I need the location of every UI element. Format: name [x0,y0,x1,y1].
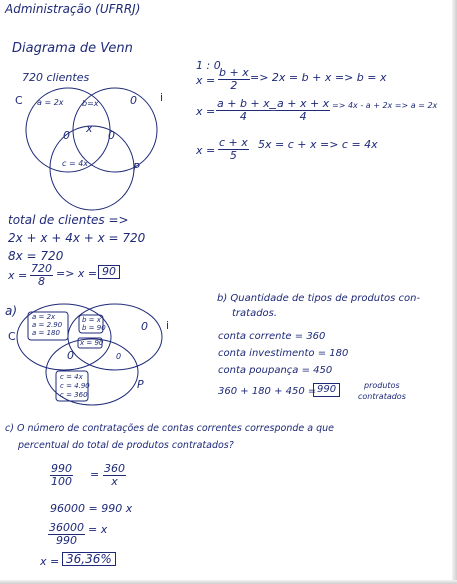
page-edge-right [452,0,457,584]
venn1-region-center: x [86,122,93,135]
venn2-center: x = 90 [80,339,104,347]
eq4-den: 5 [229,149,237,162]
venn2-p-line-1: c = 4x [60,373,83,381]
venn2-c-line-1: a = 2x [32,313,56,321]
venn1-label-p: P [133,161,140,174]
venn-clients-label: 720 clientes [22,71,90,84]
venn1-region-p: c = 4x [62,159,89,168]
eq2-num: b + x [219,66,249,79]
eq2-post: => 2x = b + x => b = x [250,71,387,84]
part-a-label: a) [5,304,18,318]
eq2-fraction [218,67,250,92]
part-c-answer-box: 36,36% [62,552,116,566]
venn2-region-i: 0 [141,320,148,333]
part-b-post-2: contratados [358,392,406,401]
total-fraction [30,263,53,288]
part-c-f3-post: = x [88,523,108,536]
part-b-line-4: conta investimento = 180 [218,348,349,359]
venn2-region-ip: 0 [116,352,122,361]
eq3-num1: a + b + x [217,97,270,110]
venn2-p-line-3: c = 360 [60,391,88,399]
venn1-region-c: a = 2x [37,98,64,107]
venn2-region-cp: 0 [67,349,74,362]
venn2-c-line-3: a = 180 [32,329,60,337]
part-c-f1-num: 990 [51,462,72,475]
total-line-2: 2x + x + 4x + x = 720 [8,231,146,245]
total-line-1: total de clientes => [8,213,129,227]
eq4-fraction [218,137,249,162]
venn1-region-ip: 0 [108,129,115,142]
eq3-pre: x = [196,105,216,118]
eq-line-1: 1 : 0 [196,59,221,72]
eq2-pre: x = [196,74,216,87]
eq3-post: => 4x - a + 2x => a = 2x [332,101,438,110]
eq4-post: 5x = c + x => c = 4x [258,138,378,151]
page-header: Administração (UFRRJ) [5,2,141,16]
part-c-f1-mid: = [90,468,100,481]
part-c-fraction-3 [48,522,85,547]
venn2-label-c: C [8,330,16,343]
venn2-label-i: i [166,319,170,332]
part-c-line-2: percentual do total de produtos contratados? [18,440,234,451]
venn2-ci-line-1: b = x [82,316,101,324]
part-c-line-3: 96000 = 990 x [50,502,133,515]
part-c-fraction-2 [103,463,126,488]
total-line-3: 8x = 720 [8,249,64,263]
part-b-line-5: conta poupança = 450 [218,365,333,376]
venn1-label-c: C [15,94,23,107]
venn1-region-cp: 0 [63,129,70,142]
eq3-fraction-2 [276,98,330,123]
part-c-fraction-1 [50,463,73,488]
part-c-f2-den: x [111,475,118,488]
part-c-f3-num: 36000 [49,521,84,534]
venn-title: Diagrama de Venn [12,41,133,56]
venn2-p-line-2: c = 4.90 [60,382,90,390]
part-c-f3-den: 990 [56,534,77,547]
total-answer-box: 90 [98,265,120,279]
eq3-num2: a + x + x [277,97,330,110]
eq3-fraction-1 [216,98,271,123]
total-line-4-pre: x = [8,269,28,282]
total-line-4-mid: => x = [56,267,98,280]
part-b-answer-box: 990 [313,383,340,397]
part-b-line-3: conta corrente = 360 [218,331,326,342]
eq4-num: c + x [219,136,248,149]
eq3-mid: = [268,103,278,116]
eq2-den: 2 [230,79,238,92]
part-c-f1-den: 100 [51,475,72,488]
venn2-circle-i [68,304,162,370]
part-b-line-2: tratados. [232,308,278,319]
part-b-line-6-pre: 360 + 180 + 450 = [218,386,317,397]
venn1-region-ci: b=x [82,99,99,108]
venn1-region-i: 0 [130,94,137,107]
part-b-line-1: b) Quantidade de tipos de produtos con- [217,293,421,304]
venn2-label-p: P [137,378,144,391]
total-num: 720 [31,262,52,275]
venn1-label-i: i [160,91,164,104]
venn2-c-line-2: a = 2.90 [32,321,63,329]
total-den: 8 [38,275,45,288]
page-edge-bottom [0,580,457,584]
part-c-line-5-pre: x = [40,555,60,568]
venn2-ci-line-2: b = 90 [82,324,106,332]
part-b-post-1: produtos [364,381,400,390]
eq3-den2: 4 [299,110,307,123]
part-c-line-1: c) O número de contratações de contas correntes corresponde a que [5,423,334,434]
part-c-f2-num: 360 [104,462,125,475]
eq4-pre: x = [196,144,216,157]
eq3-den1: 4 [239,110,247,123]
